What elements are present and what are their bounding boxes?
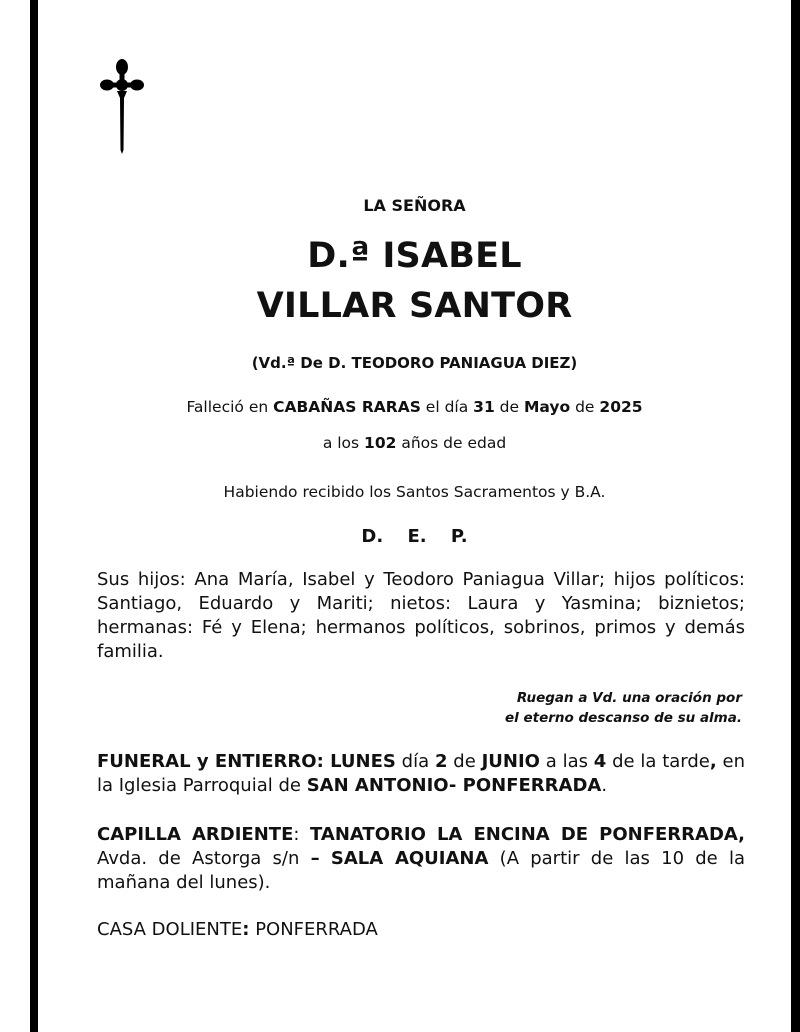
widow-of: (Vd.ª De D. TEODORO PANIAGUA DIEZ) xyxy=(251,354,578,372)
deceased-name-line2: VILLAR SANTOR xyxy=(256,286,573,326)
family-text: Sus hijos: Ana María, Isabel y Teodoro Paniagua Villar; hijos políticos: Santiago, Eduardo y Mariti; nietos: Laura y Yasmina; biznietos; hermanas: Fé y Elena; hermanos políticos, sobrinos, primos y demás familia. xyxy=(97,569,745,662)
deceased-name-line1: D.ª ISABEL xyxy=(307,236,522,276)
dep: D. E. P. xyxy=(361,526,468,547)
age-info: a los 102 años de edad xyxy=(322,434,507,452)
right-border xyxy=(791,0,800,1032)
prayer-request: Ruegan a Vd. una oración por el eterno descanso de su alma. xyxy=(505,690,742,726)
funeral-info: FUNERAL y ENTIERRO: LUNES día 2 de JUNIO a las 4 de la tarde, en la Iglesia Parroquial de SAN ANTONIO- PONFERRADA. xyxy=(97,751,746,796)
sacraments: Habiendo recibido los Santos Sacramentos y B.A. xyxy=(223,483,606,501)
capilla-info: CAPILLA ARDIENTE: TANATORIO LA ENCINA DE PONFERRADA, Avda. de Astorga s/n – SALA AQUIANA (A partir de las 10 de la mañana del lunes). xyxy=(97,824,746,893)
casa-doliente: CASA DOLIENTE: PONFERRADA xyxy=(97,919,378,940)
left-border xyxy=(30,0,38,1032)
heading: LA SEÑORA xyxy=(363,196,466,215)
death-info: Falleció en CABAÑAS RARAS el día 31 de Mayo de 2025 xyxy=(186,398,643,416)
cross-icon xyxy=(100,58,144,154)
